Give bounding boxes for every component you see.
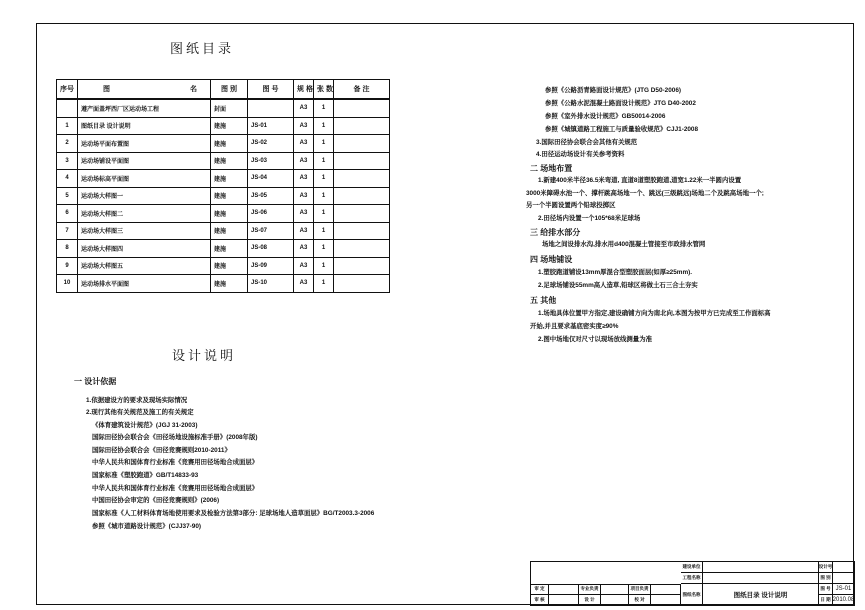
cell-sheets: 1 (314, 222, 334, 240)
drawing-class-value (833, 573, 855, 584)
cell-spec: A3 (294, 240, 314, 258)
cell-name: 运动场大样图二 (78, 205, 211, 223)
text-line: 1.塑胶跑道铺设13mm厚混合型塑胶面层(如厚≥25mm). (538, 269, 693, 276)
text-line: 中国田径协会审定的《田径竞赛规则》(2006) (92, 497, 220, 504)
table-row (57, 187, 390, 205)
cell-name: 运动场大样图三 (78, 222, 211, 240)
cell-remarks (334, 187, 390, 205)
cell-spec: A3 (294, 152, 314, 170)
drawing-no-value: JS-01 (833, 584, 855, 595)
reviewed-label: 审 定 (531, 584, 549, 595)
header-remarks: 备 注 (334, 80, 390, 100)
cell-remarks (334, 240, 390, 258)
cell-drawing-no: JS-04 (248, 170, 294, 188)
text-line: 国家标准《塑胶跑道》GB/T14833-93 (92, 472, 199, 479)
text-line: 3.国际田径协会联合会其他有关规范 (536, 139, 638, 146)
text-line: 另一个半圆设置两个铅球投掷区 (526, 202, 616, 209)
cell-spec: A3 (294, 275, 314, 293)
table-row (57, 205, 390, 223)
cell-spec: A3 (294, 187, 314, 205)
drawing-index-table (56, 79, 390, 293)
cell-seq: 7 (57, 222, 78, 240)
section-heading: 五 其他 (530, 296, 557, 305)
project-name-value (703, 573, 819, 584)
text-line: 场地之间设排水沟,排水用d400混凝土管接至市政排水管网 (542, 241, 706, 248)
header-name-left: 图 (103, 86, 110, 93)
drawn-value (651, 595, 681, 606)
reviewed-value (549, 584, 579, 595)
designed-value (601, 595, 629, 606)
cell-seq: 3 (57, 152, 78, 170)
cell-drawing-no: JS-07 (248, 222, 294, 240)
cell-sheets: 1 (314, 240, 334, 258)
cell-name: 运动场大样图五 (78, 257, 211, 275)
cell-spec: A3 (294, 257, 314, 275)
cell-category: 建施 (211, 152, 248, 170)
cell-sheets: 1 (314, 117, 334, 135)
cell-remarks (334, 117, 390, 135)
designed-label: 设 计 (579, 595, 601, 606)
drawing-name-label: 图纸名称 (681, 584, 703, 606)
header-name (78, 80, 211, 100)
date-label: 日 期 (819, 595, 833, 606)
cell-category: 建施 (211, 117, 248, 135)
cell-drawing-no: JS-02 (248, 135, 294, 153)
cell-drawing-no: JS-05 (248, 187, 294, 205)
text-line: 国家标准《人工材料体育场地使用要求及检验方法第3部分: 足球场地人造草面层》BG/T2003.3-2006 (92, 510, 375, 517)
project-lead-value (651, 584, 681, 595)
cell-seq: 4 (57, 170, 78, 188)
header-spec: 规 格 (294, 80, 314, 100)
cell-name: 运动场大样图四 (78, 240, 211, 258)
cell-category: 建施 (211, 170, 248, 188)
cell-seq: 5 (57, 187, 78, 205)
cell-name: 运动场大样图一 (78, 187, 211, 205)
table-header (57, 80, 390, 100)
text-line: 参照《室外排水设计规范》GB50014-2006 (545, 113, 666, 120)
cell-sheets: 1 (314, 187, 334, 205)
table-row (57, 117, 390, 135)
design-no-value (833, 562, 855, 573)
cell-remarks (334, 170, 390, 188)
text-line: 2.图中场地仅对尺寸以现场放线测量为准 (538, 336, 652, 343)
cell-spec: A3 (294, 205, 314, 223)
table-row (57, 275, 390, 293)
text-line: 参照《公路水泥混凝土路面设计规范》JTG D40-2002 (545, 100, 696, 107)
text-line: 国际田径协会联合会《田径竞赛规则2010-2011》 (92, 447, 231, 454)
cell-drawing-no: JS-03 (248, 152, 294, 170)
cell-remarks (334, 99, 390, 117)
table-row (57, 99, 390, 117)
cell-category: 封面 (211, 99, 248, 117)
text-line: 《体育建筑设计规范》(JGJ 31-2003) (92, 422, 198, 429)
cell-sheets: 1 (314, 275, 334, 293)
header-seq: 序号 (57, 80, 78, 100)
table-row (57, 135, 390, 153)
cell-sheets: 1 (314, 205, 334, 223)
header-name-right: 名 (190, 86, 197, 93)
title-block (530, 561, 855, 606)
cell-spec: A3 (294, 170, 314, 188)
professional-lead-value (601, 584, 629, 595)
cell-name: 运动场平面布置图 (78, 135, 211, 153)
cell-name: 遵产面盖坪西厂区运动场工程 (78, 99, 211, 117)
cell-sheets: 1 (314, 99, 334, 117)
text-line: 中华人民共和国体育行业标准《竞赛用田径场地合成面层》 (92, 459, 259, 466)
text-line: 国际田径协会联合会《田径场地设施标准手册》(2008年版) (92, 434, 258, 441)
cell-name: 图纸目录 设计说明 (78, 117, 211, 135)
cell-remarks (334, 152, 390, 170)
text-line: 参照《公路沥青路面设计规范》(JTG D50-2006) (545, 87, 681, 94)
date-value: 2010.08 (833, 595, 855, 606)
cell-category: 建施 (211, 240, 248, 258)
cell-category: 建施 (211, 187, 248, 205)
cell-sheets: 1 (314, 152, 334, 170)
text-line: 2.现行其他有关规范及施工的有关规定 (86, 409, 194, 416)
text-line: 开始,并且要求基底密实度≥90% (530, 323, 619, 330)
cell-remarks (334, 222, 390, 240)
design-notes-title: 设计说明 (172, 348, 237, 363)
section-heading: 四 场地铺设 (530, 255, 573, 264)
table-row (57, 257, 390, 275)
drawing-title: 图纸目录 设计说明 (703, 584, 819, 606)
text-line: 2.足球场铺设55mm高人造草,铅球区将做土石三合土夯实 (538, 282, 698, 289)
cell-category: 建施 (211, 205, 248, 223)
cell-sheets: 1 (314, 257, 334, 275)
cell-name: 运动场排水平面图 (78, 275, 211, 293)
table-row (57, 170, 390, 188)
cell-category: 建施 (211, 275, 248, 293)
cell-drawing-no: JS-01 (248, 117, 294, 135)
cell-seq (57, 99, 78, 117)
cell-category: 建施 (211, 257, 248, 275)
cell-sheets: 1 (314, 170, 334, 188)
cell-seq: 9 (57, 257, 78, 275)
text-line: 4.田径运动场设计有关参考资料 (536, 151, 625, 158)
text-line: 3000米障碍水池一个、撑杆跳高场地一个、跳远(三级跳远)场地二个及跳高场地一个; (526, 190, 764, 197)
cell-remarks (334, 275, 390, 293)
cell-seq: 2 (57, 135, 78, 153)
cell-seq: 10 (57, 275, 78, 293)
cell-drawing-no: JS-09 (248, 257, 294, 275)
drawing-class-label: 图 别 (819, 573, 833, 584)
cell-drawing-no: JS-08 (248, 240, 294, 258)
section-heading: 三 给排水部分 (530, 228, 581, 237)
drawn-label: 校 对 (629, 595, 651, 606)
checked-value (549, 595, 579, 606)
cell-spec: A3 (294, 135, 314, 153)
text-line: 参照《城市道路设计规范》(CJJ37-90) (92, 523, 202, 530)
cell-remarks (334, 257, 390, 275)
project-lead-label: 项目负责 (629, 584, 651, 595)
cell-seq: 6 (57, 205, 78, 223)
text-line: 中华人民共和国体育行业标准《竞赛用田径场地合成面层》 (92, 485, 259, 492)
cell-remarks (334, 135, 390, 153)
design-no-label: 设计号 (819, 562, 833, 573)
text-line: 1.新建400米半径36.5米弯道, 直道8道塑胶跑道,道宽1.22米一半圆内设置 (538, 177, 742, 184)
checked-label: 审 核 (531, 595, 549, 606)
index-title: 图纸目录 (170, 41, 235, 56)
cell-spec: A3 (294, 99, 314, 117)
header-sheets: 张 数 (314, 80, 334, 100)
cell-name: 运动场铺设平面图 (78, 152, 211, 170)
text-line: 参照《城镇道路工程施工与质量验收规范》CJJ1-2008 (545, 126, 699, 133)
cell-seq: 1 (57, 117, 78, 135)
section-heading: 二 场地布置 (530, 164, 573, 173)
table-row (57, 222, 390, 240)
cell-drawing-no: JS-06 (248, 205, 294, 223)
cell-category: 建施 (211, 135, 248, 153)
cell-sheets: 1 (314, 135, 334, 153)
design-unit-label: 建设单位 (681, 562, 703, 573)
cell-seq: 8 (57, 240, 78, 258)
cell-category: 建施 (211, 222, 248, 240)
text-line: 1.依据建设方的要求及现场实际情况 (86, 397, 188, 404)
professional-lead-label: 专业负责 (579, 584, 601, 595)
section-heading: 一 设计依据 (74, 377, 117, 386)
table-row (57, 152, 390, 170)
header-drawing-no: 图 号 (248, 80, 294, 100)
cell-drawing-no (248, 99, 294, 117)
project-name-label: 工程名称 (681, 573, 703, 584)
cell-spec: A3 (294, 117, 314, 135)
cell-spec: A3 (294, 222, 314, 240)
design-unit-value (703, 562, 819, 573)
cell-name: 运动场标高平面图 (78, 170, 211, 188)
header-category: 图 别 (211, 80, 248, 100)
cell-remarks (334, 205, 390, 223)
table-row (57, 240, 390, 258)
drawing-no-label: 图 号 (819, 584, 833, 595)
text-line: 1.场地具体位置甲方指定,建设确铺方向为南北向,本图为按甲方已完成至工作面标高 (538, 310, 771, 317)
cell-drawing-no: JS-10 (248, 275, 294, 293)
text-line: 2.田径场内设置一个105*68米足球场 (538, 215, 641, 222)
